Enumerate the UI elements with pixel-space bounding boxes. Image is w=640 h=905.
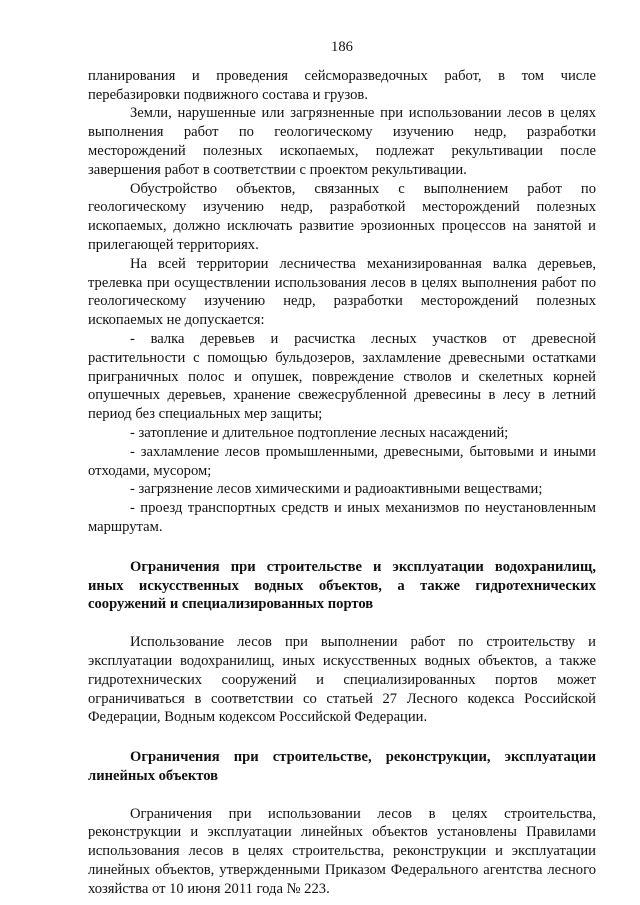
list-item: - проезд транспортных средств и иных механизмов по неустановленным маршрутам. [88,500,596,535]
list-item: - захламление лесов промышленными, древесными, бытовыми и иными отходами, мусором; [88,443,596,479]
paragraph-prohibitions-intro: На всей территории лесничества механизированная валка деревьев, трелевка при осуществлении использования лесов в целях выполнения работ по геологическому изучению недр, разработки месторождений полезных ископаемых не допускается: [88,255,596,329]
section-heading-reservoirs: Ограничения при строительстве и эксплуатации водохранилищ, иных искусственных водных объектов, а также гидротехнических сооружений и специализированных портов [88,558,596,613]
paragraph-erosion-prevention: Обустройство объектов, связанных с выполнением работ по геологическому изучению недр, разработкой месторождений полезных ископаемых, должно исключать развитие эрозионных процессов на занятой и прилегающей территориях. [88,180,596,253]
paragraph-land-reclamation: Земли, нарушенные или загрязненные при использовании лесов в целях выполнения работ по геологическому изучению недр, разработки месторождений полезных ископаемых, подлежат рекультивации после завершения работ в соответствии с проектом рекультивации. [88,105,596,178]
list-item: - загрязнение лесов химическими и радиоактивными веществами; [130,481,543,498]
page-number: 186 [331,39,353,55]
section-text-reservoirs: Использование лесов при выполнении работ по строительству и эксплуатации водохранилищ, иных искусственных водных объектов, а также гидротехнических сооружений и специализированных портов может ограничиваться в соответствии со статьей 27 Лесного кодекса Российской Федерации, Водным кодексом Российской Федерации. [88,634,596,726]
list-item: - валка деревьев и расчистка лесных участков от древесной растительности с помощью бульдозеров, захламление древесными остатками приграничных полос и опушек, повреждение стволов и скелетных корней опушечных деревьев, хранение свежесрубленной древесины в лесу в летний период без специальных мер защиты; [88,330,596,423]
document-page [88,38,596,899]
section-text-linear-objects: Ограничения при использовании лесов в целях строительства, реконструкции и эксплуатации линейных объектов установлены Правилами использования лесов в целях строительства, реконструкции и эксплуатации линейных объектов, утвержденными Приказом Федерального агентства лесного хозяйства от 10 июня 2011 года № 223. [88,805,596,897]
section-heading-linear-objects: Ограничения при строительстве, реконструкции, эксплуатации линейных объектов [88,749,596,784]
paragraph-continuation: планирования и проведения сейсморазведочных работ, в том числе перебазировки подвижного состава и грузов. [88,67,596,103]
list-item: - затопление и длительное подтопление лесных насаждений; [130,424,509,441]
